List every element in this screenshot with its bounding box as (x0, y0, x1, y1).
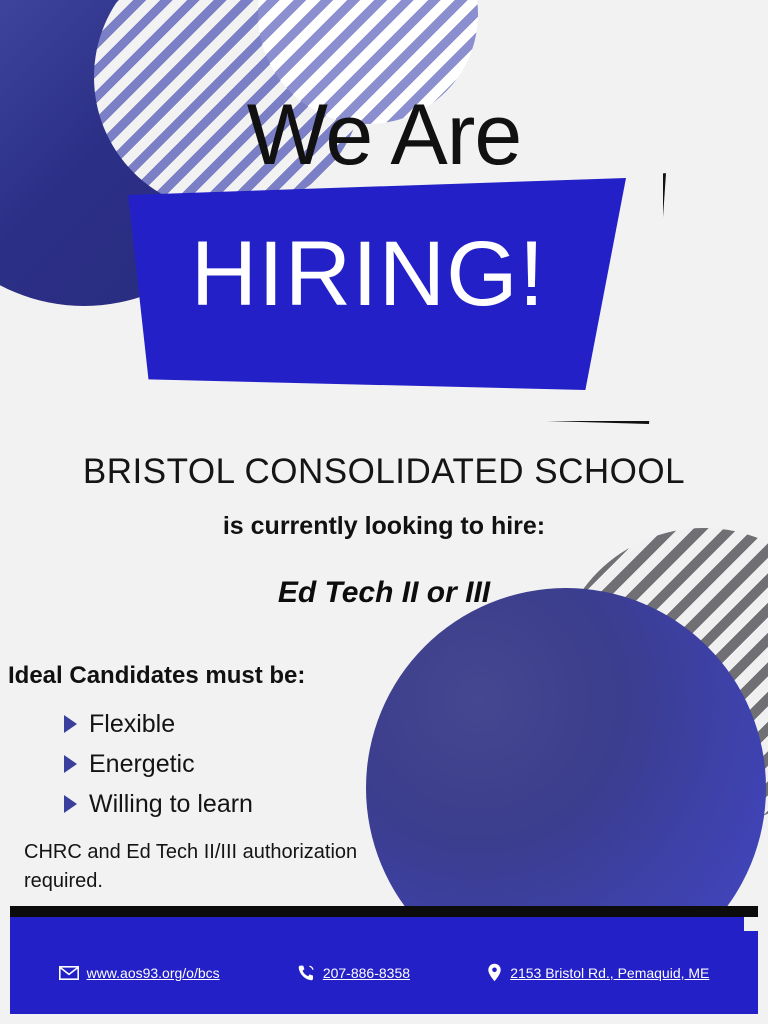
arrow-bullet-icon (64, 795, 77, 813)
footer-divider-black (10, 906, 758, 917)
ideal-candidates-heading: Ideal Candidates must be: (8, 662, 306, 689)
list-item-label: Willing to learn (89, 789, 253, 818)
footer-address-label: 2153 Bristol Rd., Pemaquid, ME (510, 964, 710, 981)
arrow-bullet-icon (64, 755, 77, 773)
arrow-bullet-icon (64, 715, 77, 733)
footer-notch (744, 917, 758, 931)
footer-contact-bar (10, 931, 758, 1014)
school-name: BRISTOL CONSOLIDATED SCHOOL (82, 452, 686, 491)
footer-website-label: www.aos93.org/o/bcs (86, 964, 220, 981)
list-item (64, 744, 253, 784)
subheading-looking-to-hire: is currently looking to hire: (222, 512, 546, 540)
footer-phone-label: 207-886-8358 (322, 964, 411, 981)
map-pin-icon (487, 963, 502, 982)
footer-address[interactable] (487, 963, 709, 982)
footer-phone[interactable] (297, 964, 410, 982)
list-item (64, 784, 253, 824)
requirements-list (64, 704, 253, 824)
authorization-note: CHRC and Ed Tech II/III authorization required. (24, 841, 358, 892)
envelope-icon (59, 966, 79, 980)
phone-icon (297, 964, 315, 982)
list-item (64, 704, 253, 744)
headline-we-are: We Are (246, 87, 522, 183)
footer-divider-blue (10, 917, 758, 931)
headline-hiring: HIRING! (190, 223, 546, 325)
list-item-label: Flexible (89, 709, 176, 738)
position-title: Ed Tech II or III (277, 576, 491, 609)
list-item-label: Energetic (89, 749, 195, 778)
footer-website[interactable] (59, 965, 220, 981)
